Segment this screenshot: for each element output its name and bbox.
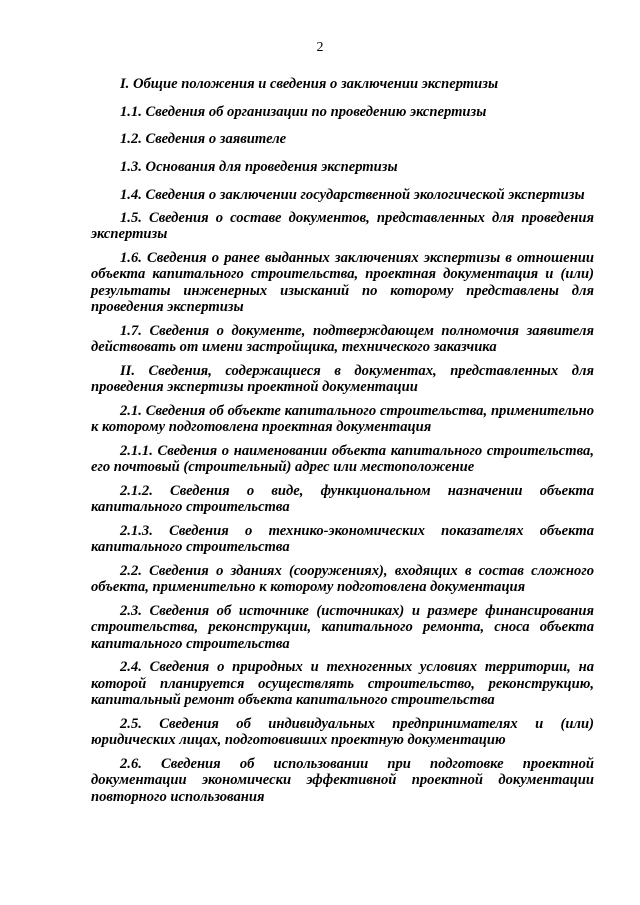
section-heading: II. Сведения, содержащиеся в документах, представленных для проведения экспертизы проектной документации (91, 362, 594, 395)
list-item: 2.6. Сведения об использовании при подготовке проектной документации экономически эффективной проектной документации повторного использования (91, 755, 594, 805)
list-item: 1.3. Основания для проведения экспертизы (120, 158, 398, 175)
list-item: 1.7. Сведения о документе, подтверждающем полномочия заявителя действовать от имени застройщика, технического заказчика (91, 322, 594, 355)
page-number: 2 (316, 40, 324, 55)
list-item: 2.3. Сведения об источнике (источниках) и размере финансирования строительства, реконструкции, капитального ремонта, сноса объекта капитального строительства (91, 602, 594, 652)
list-item: 2.4. Сведения о природных и техногенных условиях территории, на которой планируется осуществлять строительство, реконструкцию, капитальный ремонт объекта капитального строительства (91, 659, 594, 708)
list-item: 1.2. Сведения о заявителе (120, 131, 287, 147)
list-item: 2.2. Сведения о зданиях (сооружениях), входящих в состав сложного объекта, применительно к которому подготовлена документация (91, 562, 594, 595)
list-item: 2.1.2. Сведения о виде, функциональном назначении объекта капитального строительства (91, 482, 594, 515)
list-item: 1.1. Сведения об организации по проведению экспертизы (120, 103, 487, 120)
list-item: 2.1.3. Сведения о технико-экономических показателях объекта капитального строительства (91, 522, 594, 555)
list-item: 1.4. Сведения о заключении государственной экологической экспертизы (120, 187, 585, 203)
list-item: 2.5. Сведения об индивидуальных предпринимателях и (или) юридических лицах, подготовивших проектную документацию (91, 715, 594, 748)
list-item: 1.6. Сведения о ранее выданных заключениях экспертизы в отношении объекта капитального строительства, проектная документация и (или) результаты инженерных изысканий по которому представлены для проведения экспертизы (91, 249, 594, 315)
list-item: 1.5. Сведения о составе документов, представленных для проведения экспертизы (91, 209, 594, 242)
list-item: 2.1. Сведения об объекте капитального строительства, применительно к которому подготовлена проектная документация (91, 402, 594, 435)
section-list (91, 76, 594, 805)
section-heading: I. Общие положения и сведения о заключении экспертизы (120, 76, 499, 92)
list-item: 2.1.1. Сведения о наименовании объекта капитального строительства, его почтовый (строительный) адрес или местоположение (91, 442, 594, 475)
